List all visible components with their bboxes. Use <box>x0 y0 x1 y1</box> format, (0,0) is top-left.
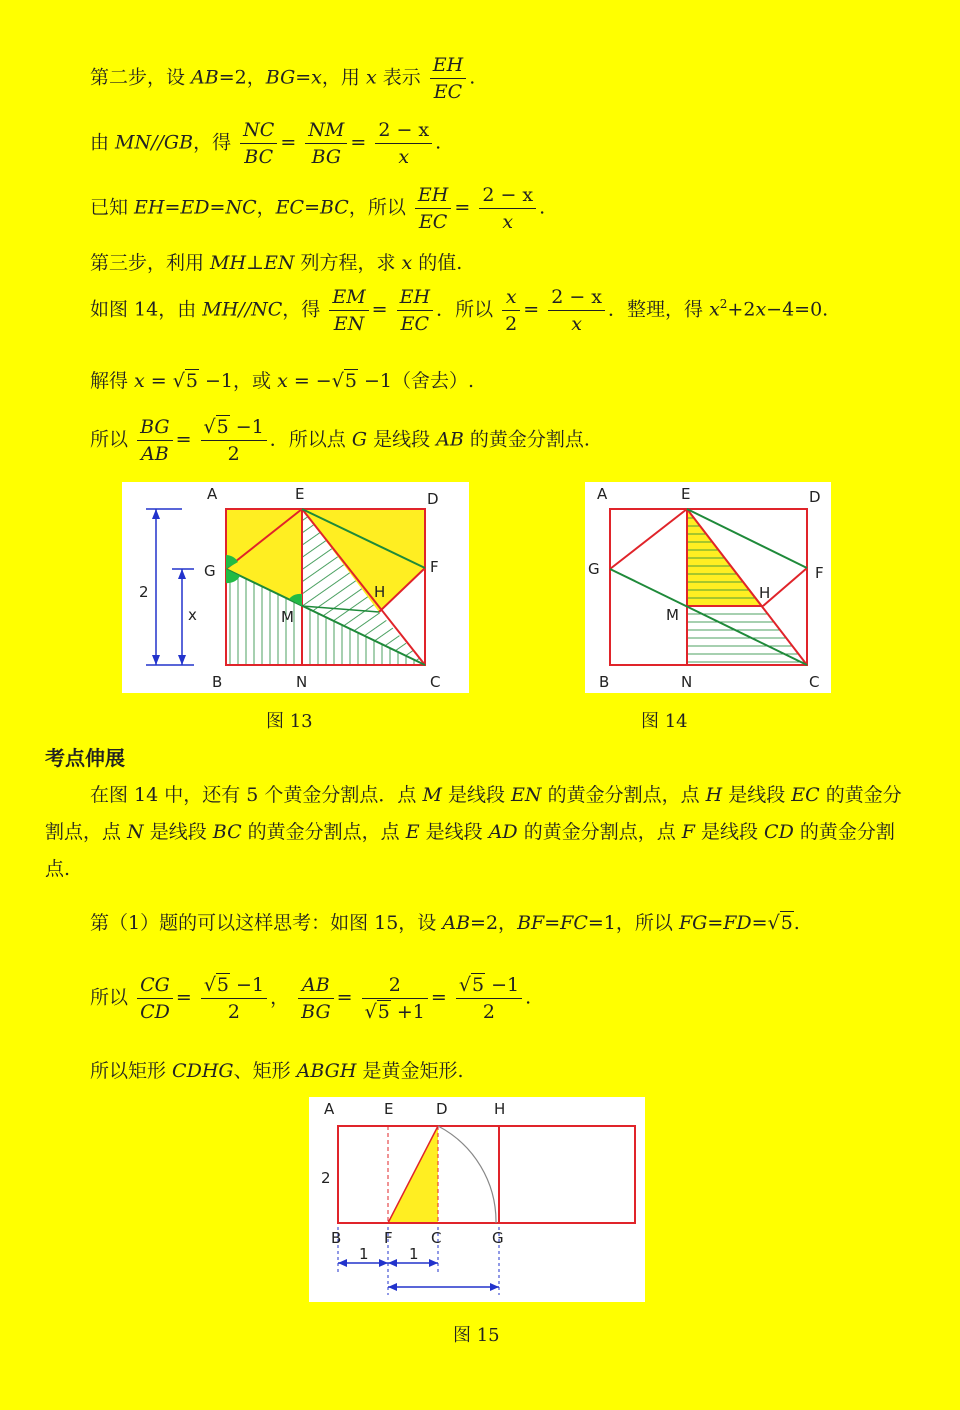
step-line-1: 第二步，设 AB=2，BG=x，用 x 表示 $\frac{EH}{EC}$ . <box>90 54 476 103</box>
text-run: CD <box>764 821 794 843</box>
text-run: H <box>705 784 723 806</box>
arc-dg <box>438 1126 496 1223</box>
figure-15 <box>309 1097 645 1302</box>
segment-ge <box>610 509 687 569</box>
point-label: C <box>430 673 441 691</box>
fraction: $\frac{EH}{EC}$ <box>397 284 433 337</box>
fraction: $\frac{EM}{EN}$ <box>329 284 368 337</box>
point-label: B <box>599 673 610 691</box>
paragraph-line: 所以 $\frac{CG}{CD}$ = $\frac{√5 -1}{2}$ ， $\frac{AB}{BG}$ = $\frac{2}{√5 +1}$ = $\frac{√5 -1}{2}$ . <box>90 974 532 1023</box>
text-run: 的黄金分割点，点 <box>241 821 406 843</box>
fraction: $\frac{√5 -1}{2}$ <box>201 972 267 1025</box>
fraction: $\frac{BG}{AB}$ <box>137 414 173 467</box>
text-run: 是线段 <box>143 821 213 843</box>
text-run: EC <box>791 784 820 806</box>
fraction: $\frac{AB}{BG}$ <box>298 972 334 1025</box>
step-line-6: 解得 x = √5 −1，或 x = −√5 −1（舍去）. <box>90 370 474 392</box>
dim-label: 2 <box>321 1169 331 1187</box>
fraction: $\frac{EH}{EC}$ <box>415 182 451 235</box>
point-label: F <box>815 564 824 582</box>
point-label: C <box>431 1229 442 1247</box>
point-label: B <box>331 1229 342 1247</box>
fraction: $\frac{√5 -1}{2}$ <box>201 414 267 467</box>
arrow-head <box>152 655 160 665</box>
arrow-head <box>178 655 186 665</box>
text-run: F <box>681 821 695 843</box>
arrow-head <box>178 569 186 579</box>
arrow-head <box>429 1259 438 1267</box>
fraction: $\frac{2}{√5 +1}$ <box>362 972 428 1025</box>
point-label: A <box>207 485 218 503</box>
text-run: 是线段 <box>694 821 765 843</box>
text-run: 是线段 <box>722 784 792 806</box>
dim-label: 1 <box>359 1245 369 1263</box>
point-label: B <box>212 673 223 691</box>
sqrt-expr: √5 <box>331 370 357 392</box>
fraction: $\frac{x}{2}$ <box>502 284 520 337</box>
step-line-7: 所以 $\frac{BG}{AB}$ = $\frac{√5 -1}{2}$ ．所以点 G 是线段 AB 的黄金分割点. <box>90 416 590 465</box>
point-label: M <box>281 608 294 626</box>
point-label: H <box>494 1100 506 1118</box>
fraction: $\frac{NC}{BC}$ <box>240 117 277 170</box>
point-label: D <box>809 488 821 506</box>
fraction: $\frac{2 - x}{x}$ <box>375 117 432 170</box>
point-label: A <box>597 485 608 503</box>
fraction: $\frac{CG}{CD}$ <box>137 972 173 1025</box>
point-label: M <box>666 606 679 624</box>
arrow-head <box>388 1259 397 1267</box>
dim-label: 1 <box>409 1245 419 1263</box>
point-label: N <box>681 673 693 691</box>
text-run: EN <box>511 784 542 806</box>
arrow-head <box>388 1283 397 1291</box>
figure-14 <box>585 482 831 693</box>
text-run: 是线段 <box>419 821 489 843</box>
text-run: BC <box>212 821 242 843</box>
section-title: 考点伸展 <box>45 746 125 770</box>
sqrt-expr: √5 <box>767 912 793 934</box>
fraction: $\frac{EH}{EC}$ <box>430 52 466 105</box>
arrow-head <box>338 1259 347 1267</box>
point-label: D <box>427 490 439 508</box>
point-label: G <box>588 560 600 578</box>
point-label: N <box>296 673 308 691</box>
fraction: $\frac{2 - x}{x}$ <box>479 182 536 235</box>
text-run: M <box>422 784 442 806</box>
text-run: 是线段 <box>441 784 512 806</box>
text-run: N <box>127 821 144 843</box>
figure-caption: 图 14 <box>641 711 688 732</box>
step-line-5: 如图 14，由 MH//NC，得 $\frac{EM}{EN}$ = $\frac{EH}{EC}$ ．所以 $\frac{x}{2}$ = $\frac{2 - x}{x}$ ．整理，得 $x^2+2x-4=0$. <box>90 286 829 335</box>
text-run: 的黄金分割点，点 <box>517 821 682 843</box>
point-label: D <box>436 1100 448 1118</box>
text-run: E <box>405 821 420 843</box>
paragraph-line: 所以矩形 CDHG、矩形 ABGH 是黄金矩形. <box>90 1060 464 1082</box>
paragraph-line: 第（1）题的可以这样思考：如图 15，设 AB=2，BF=FC=1，所以 FG=FD=√5. <box>90 912 800 934</box>
figure-13 <box>122 482 469 693</box>
section-paragraph <box>45 777 915 888</box>
point-label: H <box>374 583 386 601</box>
step-line-3: 已知 EH=ED=NC，EC=BC，所以 $\frac{EH}{EC}$ = $\frac{2 - x}{x}$ . <box>90 184 546 233</box>
dim-label: 2 <box>139 583 149 601</box>
text-run: 的黄金分割点，点 <box>541 784 706 806</box>
step-line-2: 由 MN//GB，得 $\frac{NC}{BC}$ = $\frac{NM}{BG}$ = $\frac{2 - x}{x}$ . <box>90 119 442 168</box>
golden-rectangle <box>338 1126 635 1223</box>
figure-caption: 图 13 <box>266 711 313 732</box>
point-label: F <box>384 1229 393 1247</box>
arrow-head <box>152 509 160 519</box>
point-label: A <box>324 1100 335 1118</box>
point-label: E <box>681 485 691 503</box>
text-run: 在图 14 中，还有 5 个黄金分割点．点 <box>90 784 423 806</box>
fraction: $\frac{2 - x}{x}$ <box>548 284 605 337</box>
point-label: E <box>295 485 305 503</box>
fraction: $\frac{NM}{BG}$ <box>305 117 347 170</box>
point-label: F <box>430 558 439 576</box>
text-run: AD <box>488 821 518 843</box>
point-label: G <box>204 562 216 580</box>
fraction: $\frac{√5 -1}{2}$ <box>456 972 522 1025</box>
text-run: 的黄金分割点，点 <box>45 784 902 843</box>
arrow-head <box>379 1259 388 1267</box>
figure-caption: 图 15 <box>453 1325 500 1346</box>
sqrt-expr: √5 <box>172 370 198 392</box>
dim-label: x <box>188 606 197 624</box>
arrow-head <box>490 1283 499 1291</box>
step-line-4: 第三步，利用 MH⊥EN 列方程，求 x 的值. <box>90 252 463 274</box>
point-label: E <box>384 1100 394 1118</box>
text-run: 的黄金分割点. <box>45 821 895 880</box>
point-label: H <box>759 584 771 602</box>
point-label: G <box>492 1229 504 1247</box>
point-label: C <box>809 673 820 691</box>
